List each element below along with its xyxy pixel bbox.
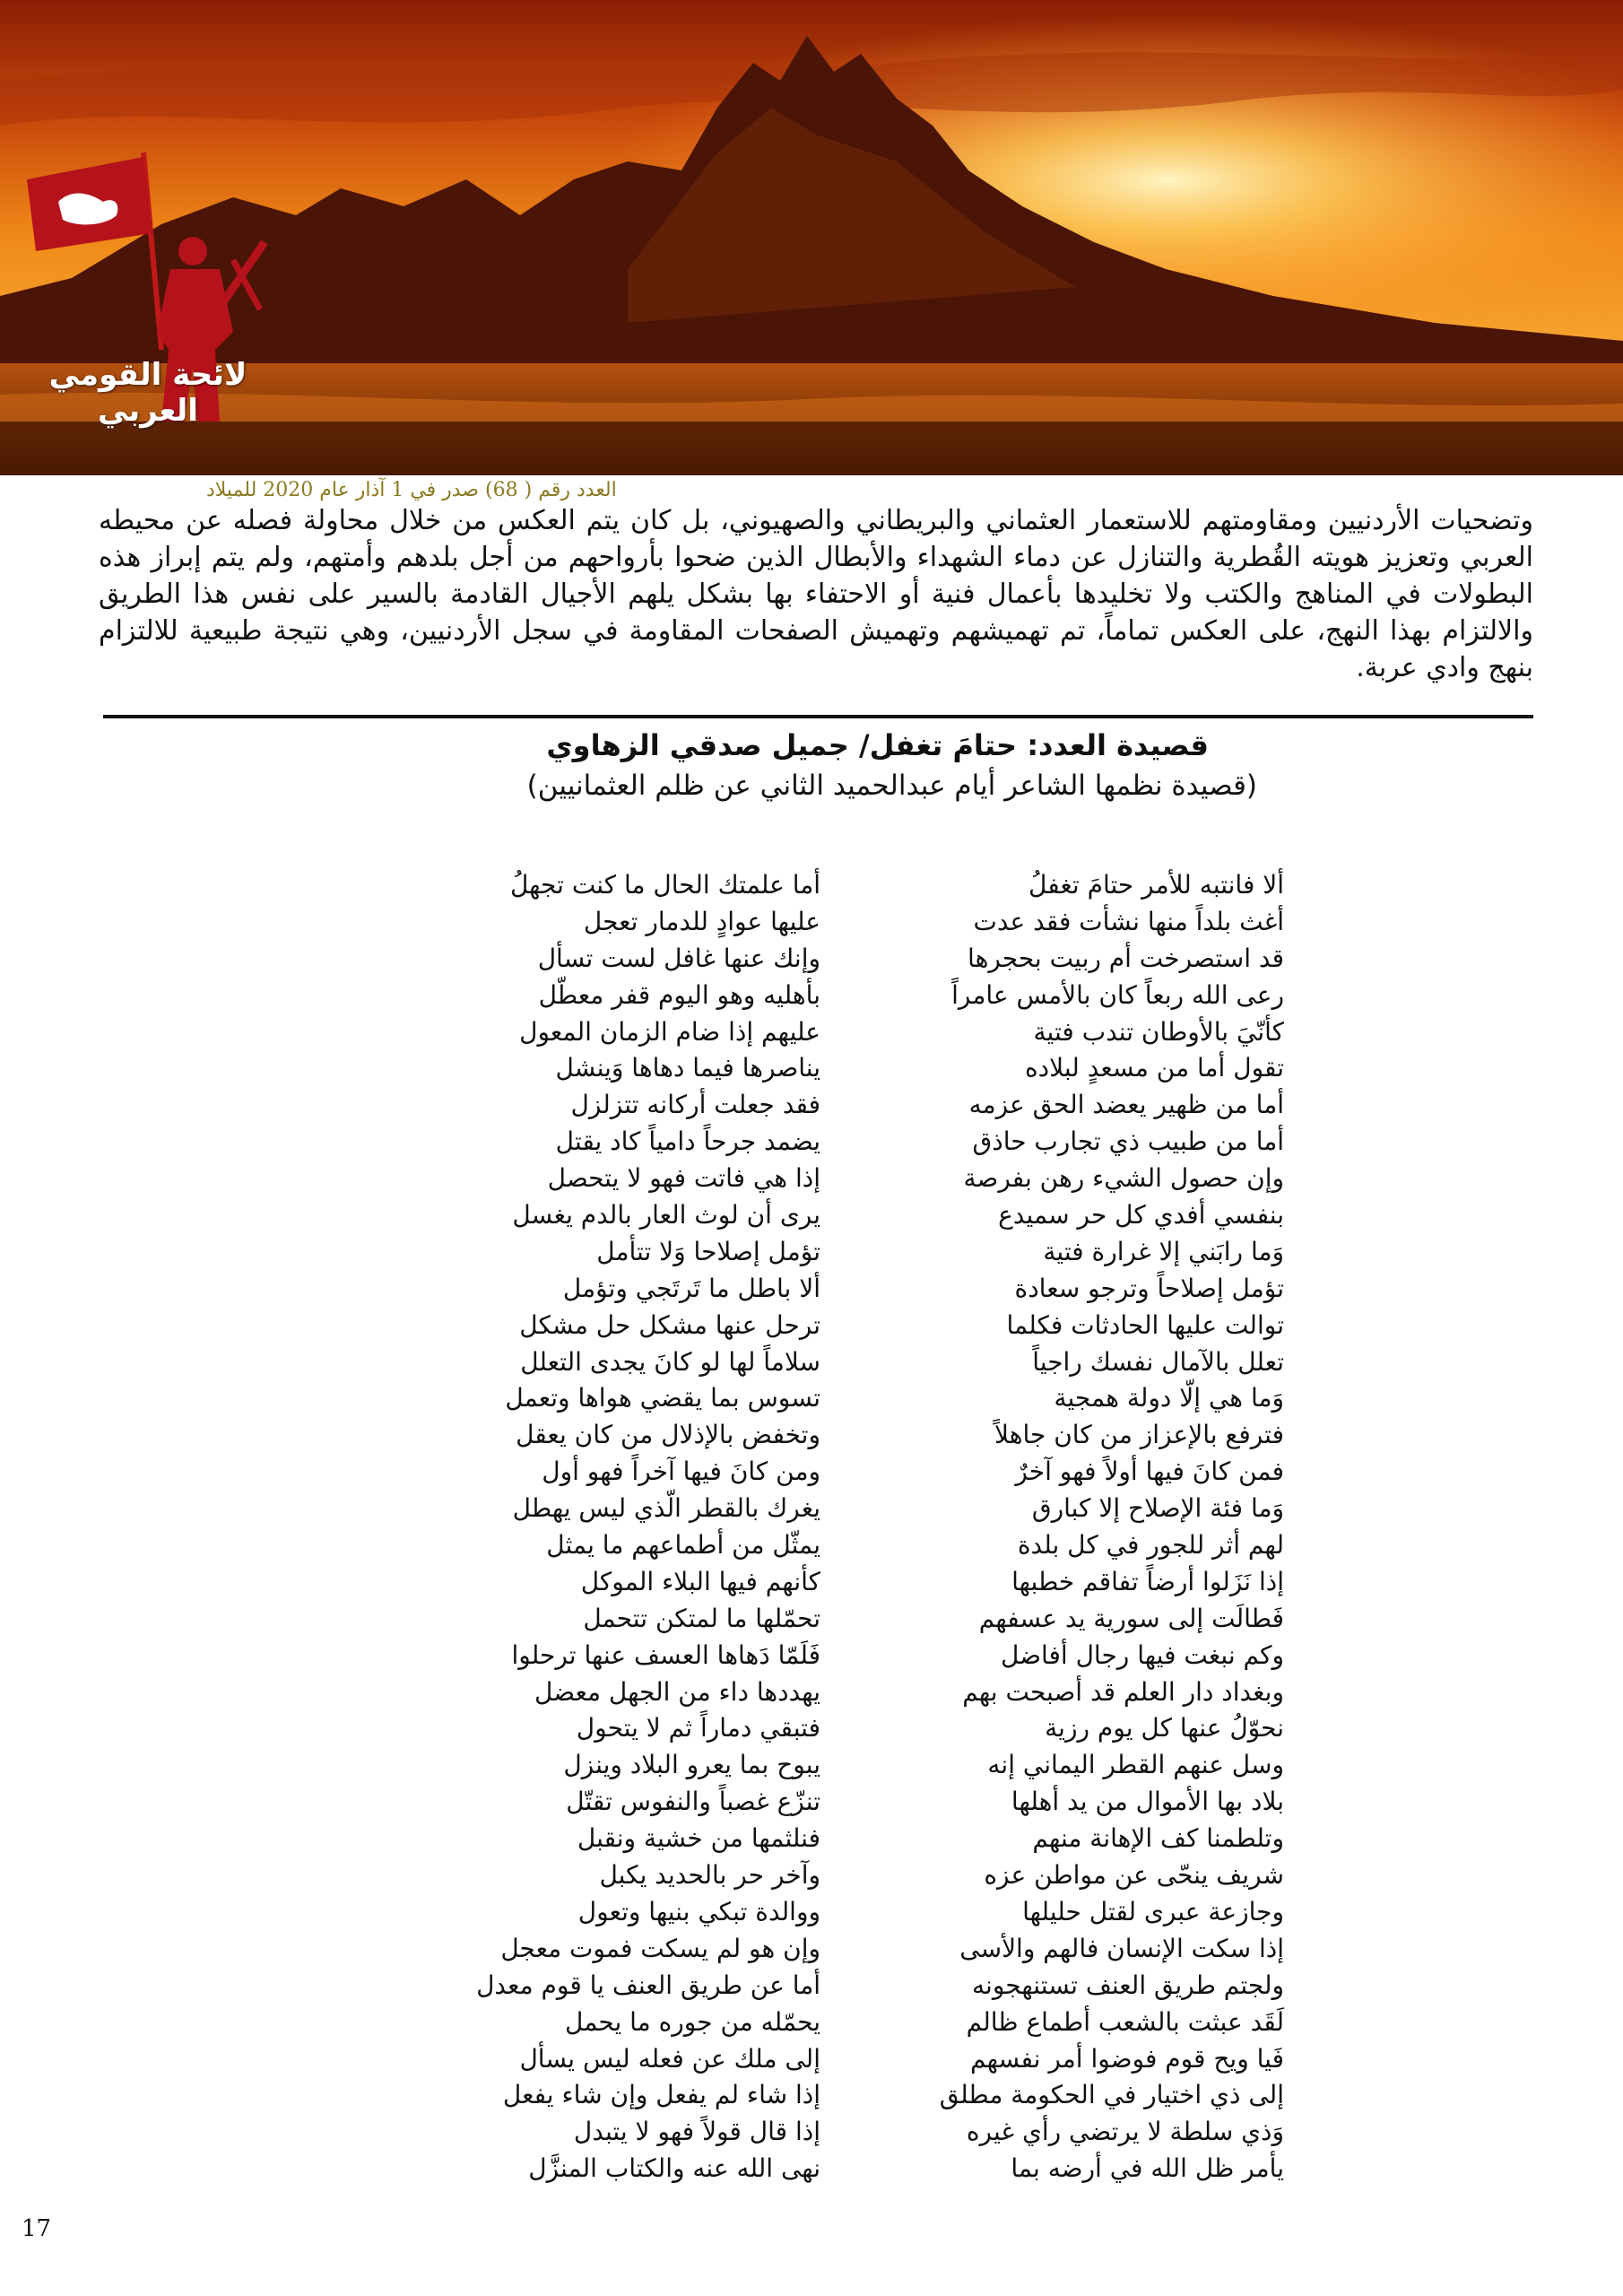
verse-second-hemistich: يناصرها فيما دهاها وَينشل <box>555 1053 820 1083</box>
verse-first-hemistich: وسل عنهم القطر اليماني إنه <box>987 1750 1284 1780</box>
verse-first-hemistich: رعى الله ربعاً كان بالأمس عامراً <box>951 979 1284 1010</box>
verse-second-hemistich: فَلَمّا دَهاها العسف عنها ترحلوا <box>511 1639 820 1670</box>
verse-second-hemistich: يغرك بالقطر الّذي ليس يهطل <box>512 1493 820 1524</box>
verse-first-hemistich: وجازعة عبرى لقتل حليلها <box>1022 1896 1284 1926</box>
verse-first-hemistich: ألا فانتبه للأمر حتامَ تغفلُ <box>1028 870 1284 900</box>
verse-first-hemistich: نحوّلُ عنها كل يوم رزية <box>1045 1713 1284 1744</box>
verse-first-hemistich: وكم نبغت فيها رجال أفاضل <box>1001 1639 1284 1670</box>
verse-second-hemistich: أما علمتك الحال ما كنت تجهلُ <box>509 870 820 900</box>
verse-first-hemistich: أما من ظهير يعضد الحق عزمه <box>968 1090 1284 1120</box>
verse-first-hemistich: أما من طبيب ذي تجارب حاذق <box>972 1126 1284 1157</box>
verse-second-hemistich: يحمّله من جوره ما يحمل <box>564 2006 820 2037</box>
verse-second-hemistich: وآخر حر بالحديد يكبل <box>599 1860 820 1891</box>
verse-first-hemistich: إذا نَزَلوا أرضاً تفاقم خطبها <box>1011 1566 1284 1596</box>
verse-second-hemistich: إذا هي فاتت فهو لا يتحصل <box>547 1163 820 1194</box>
intro-text: وتضحيات الأردنيين ومقاومتهم للاستعمار العثماني والبريطاني والصهيوني، بل كان يتم العكس من خلال محاولة فصله عن محيطه العربي وتعزيز هويته القُطرية والتنازل عن دماء الشهداء والأبطال الذين ضحوا بأرواحهم من أجل بلدهم وأمتهم، ولم يتم إبراز هذه البطولات في المناهج والكتب ولا تخليدها بأعمال فنية أو الاحتفاء بها بشكل يلهم الأجيال القادمة بالسير على نفس هذا الطريق والالتزام بهذا النهج، على العكس تماماً، تم تهميشهم وتهميش الصفحات المقاومة في سجل الأردنيين، وهي نتيجة طبيعية للالتزام بنهج وادي عربة. <box>99 505 1533 683</box>
verse-second-hemistich: إلى ملك عن فعله ليس يسأل <box>519 2043 820 2074</box>
verse-first-hemistich: توالت عليها الحادثات فكلما <box>1006 1309 1284 1340</box>
divider <box>103 715 1533 718</box>
verse-first-hemistich: فَطالَت إلى سورية يد عسفهم <box>978 1603 1284 1633</box>
verse-first-hemistich: أغث بلداً منها نشأت فقد عدت <box>973 906 1284 936</box>
intro-paragraph <box>99 502 1533 686</box>
verse-first-hemistich: لهم أثر للجور في كل بلدة <box>1017 1530 1284 1561</box>
verse-second-hemistich: ووالدة تبكي بنيها وتعول <box>577 1896 820 1926</box>
poem-first-hemistichs <box>907 867 1284 2187</box>
verse-second-hemistich: كأنهم فيها البلاء الموكل <box>580 1566 820 1596</box>
verse-second-hemistich: فتبقي دماراً ثم لا يتحول <box>576 1713 820 1744</box>
verse-second-hemistich: تسوس بما يقضي هواها وتعمل <box>505 1383 820 1413</box>
verse-second-hemistich: ترحل عنها مشكل حل مشكل <box>519 1309 820 1340</box>
issue-info: العدد رقم ( 68) صدر في 1 آذار عام 2020 للميلاد <box>206 479 617 501</box>
verse-second-hemistich: إذا شاء لم يفعل وإن شاء يفعل <box>502 2080 820 2110</box>
verse-first-hemistich: لَقَد عبثت بالشعب أطماع ظالم <box>966 2006 1284 2037</box>
verse-second-hemistich: تؤمل إصلاحا وَلا تتأمل <box>596 1236 820 1266</box>
verse-first-hemistich: كأنّيَ بالأوطان تندب فتية <box>1033 1016 1284 1047</box>
verse-second-hemistich: فنلثمها من خشية ونقبل <box>577 1823 820 1854</box>
verse-first-hemistich: إذا سكت الإنسان فالهم والأسى <box>959 1933 1284 1963</box>
verse-second-hemistich: إذا قال قولاً فهو لا يتبدل <box>573 2117 820 2147</box>
verse-first-hemistich: فترفع بالإعزاز من كان جاهلاً <box>994 1420 1284 1450</box>
verse-first-hemistich: وتلطمنا كف الإهانة منهم <box>1032 1823 1284 1854</box>
verse-second-hemistich: تنزّع غصباً والنفوس تقتّل <box>566 1787 820 1817</box>
verse-first-hemistich: فمن كانَ فيها أولاً فهو آخرٌ <box>1015 1457 1284 1487</box>
page-number: 17 <box>22 2215 52 2242</box>
verse-first-hemistich: بلاد بها الأموال من يد أهلها <box>1011 1787 1284 1817</box>
verse-second-hemistich: نهى الله عنه والكتاب المنزَّل <box>528 2153 820 2184</box>
verse-first-hemistich: وبغداد دار العلم قد أصبحت بهم <box>962 1676 1284 1707</box>
verse-second-hemistich: يهددها داء من الجهل معضل <box>534 1676 820 1707</box>
verse-second-hemistich: وإن هو لم يسكت فموت معجل <box>500 1933 820 1963</box>
verse-first-hemistich: وإن حصول الشيء رهن بفرصة <box>963 1163 1284 1194</box>
verse-second-hemistich: يضمد جرحاً دامياً كاد يقتل <box>555 1126 820 1157</box>
verse-second-hemistich: سلاماً لها لو كانَ يجدى التعلل <box>520 1346 820 1377</box>
verse-second-hemistich: عليهم إذا ضام الزمان المعول <box>519 1016 820 1047</box>
logo-text: لائحة القومي العربي <box>48 357 247 429</box>
verse-first-hemistich: وَما فئة الإصلاح إلا كبارق <box>1031 1493 1284 1524</box>
verse-first-hemistich: وَما رابَني إلا غرارة فتية <box>1043 1236 1284 1266</box>
poem-subtitle: (قصيدة نظمها الشاعر أيام عبدالحميد الثاني عن ظلم العثمانيين) <box>526 770 1257 802</box>
verse-second-hemistich: يمثّل من أطماعهم ما يمثل <box>546 1530 820 1561</box>
verse-second-hemistich: بأهليه وهو اليوم قفر معطّل <box>538 979 820 1010</box>
verse-first-hemistich: قد استصرخت أم ربيت بحجرها <box>968 943 1284 973</box>
verse-second-hemistich: ومن كانَ فيها آخراً فهو أول <box>542 1457 820 1487</box>
verse-second-hemistich: أما عن طريق العنف يا قوم معدل <box>476 1970 820 2000</box>
verse-first-hemistich: تؤمل إصلاحاً وترجو سعادة <box>1014 1273 1284 1303</box>
header-banner <box>0 0 1623 475</box>
verse-second-hemistich: عليها عوادٍ للدمار تعجل <box>583 906 820 936</box>
verse-second-hemistich: يرى أن لوث العار بالدم يغسل <box>512 1200 820 1231</box>
verse-second-hemistich: تحمّلها ما لمتكن تتحمل <box>583 1603 820 1633</box>
verse-first-hemistich: بنفسي أفدي كل حر سميدع <box>998 1200 1284 1231</box>
verse-first-hemistich: تقول أما من مسعدٍ لبلاده <box>1025 1053 1284 1083</box>
verse-first-hemistich: تعلل بالآمال نفسك راجياً <box>1032 1346 1284 1377</box>
verse-second-hemistich: ألا باطل ما تَرتَجي وتؤمل <box>562 1273 820 1303</box>
verse-second-hemistich: وإنك عنها غافل لست تسأل <box>537 943 820 973</box>
verse-first-hemistich: شريف ينحّى عن مواطن عزه <box>984 1860 1284 1891</box>
poem-title: قصيدة العدد: حتامَ تغفل/ جميل صدقي الزهاوي <box>546 728 1209 762</box>
verse-first-hemistich: ولجتم طريق العنف تستنهجونه <box>972 1970 1284 2000</box>
verse-first-hemistich: وَذي سلطة لا يرتضي رأي غيره <box>966 2117 1284 2147</box>
verse-first-hemistich: وَما هي إلّا دولة همجية <box>1054 1383 1284 1413</box>
verse-second-hemistich: وتخفض بالإذلال من كان يعقل <box>516 1420 820 1450</box>
poem-second-hemistichs <box>354 867 820 2187</box>
verse-first-hemistich: إلى ذي اختيار في الحكومة مطلق <box>939 2080 1284 2110</box>
verse-first-hemistich: يأمر ظل الله في أرضه بما <box>1011 2153 1284 2184</box>
verse-second-hemistich: يبوح بما يعرو البلاد وينزل <box>563 1750 820 1780</box>
verse-first-hemistich: فَيا ويح قوم فوضوا أمر نفسهم <box>969 2043 1284 2074</box>
verse-second-hemistich: فقد جعلت أركانه تتزلزل <box>570 1090 820 1120</box>
